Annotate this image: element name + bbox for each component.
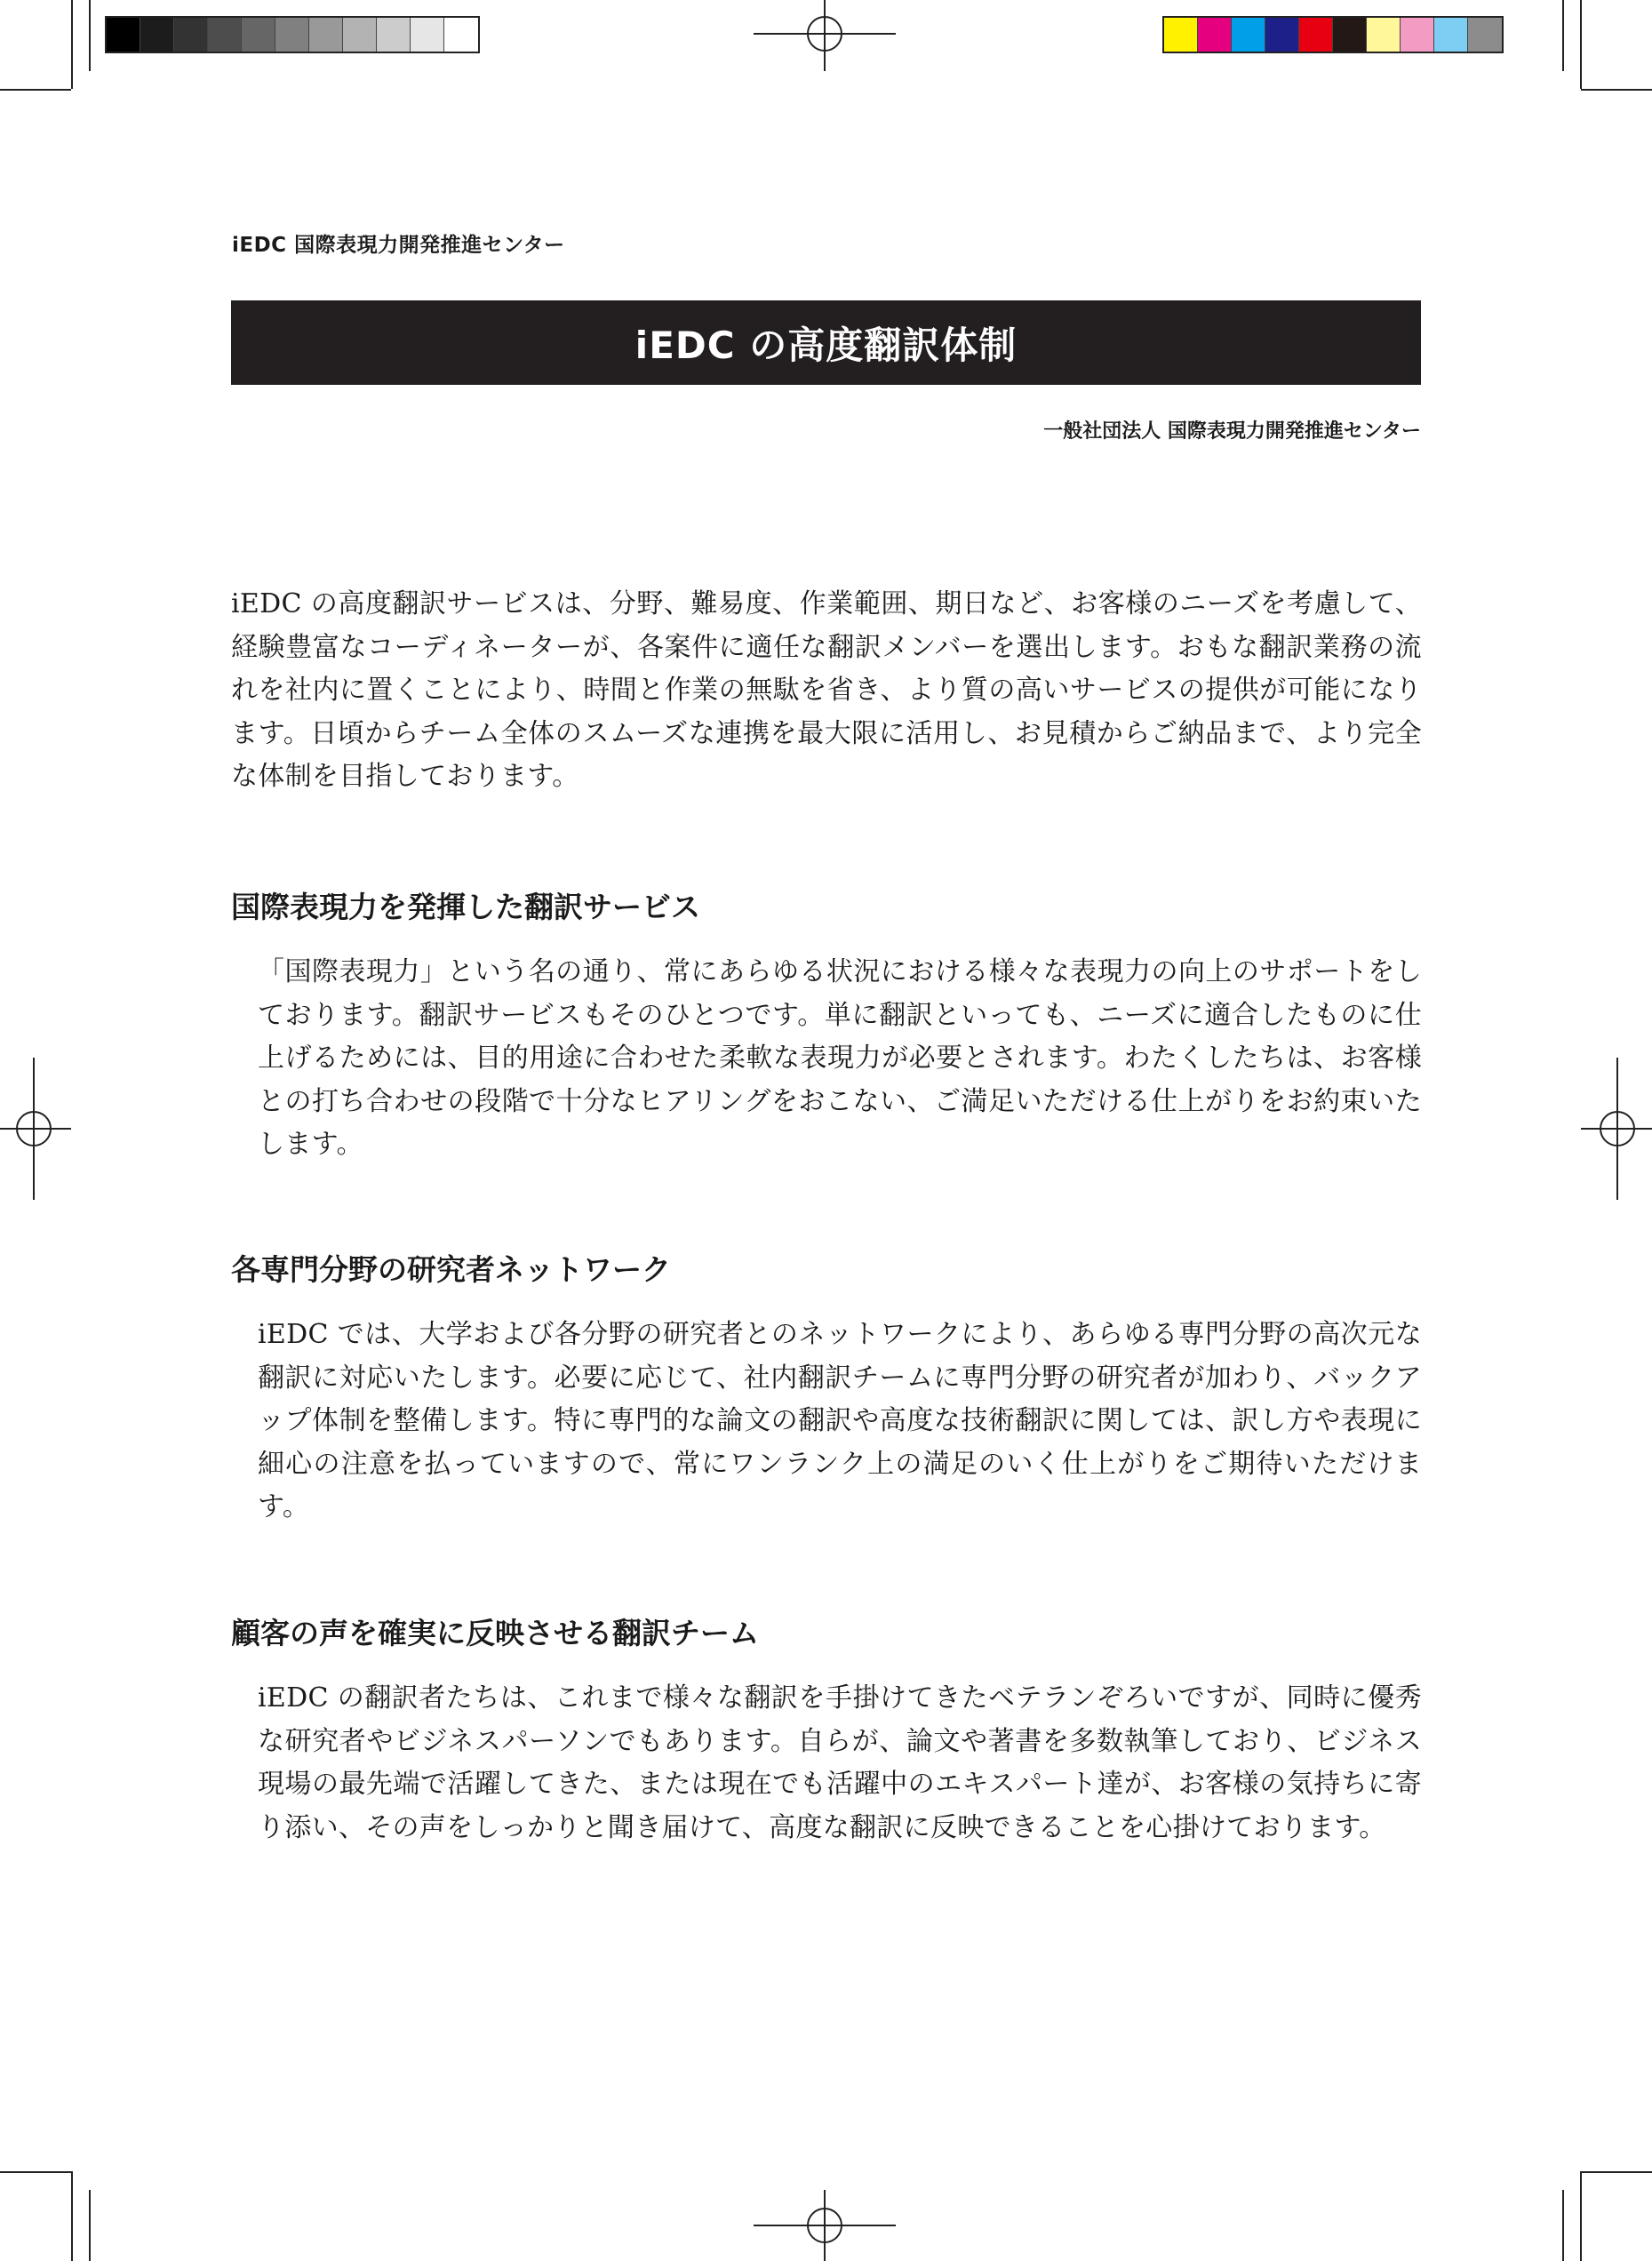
color-swatch xyxy=(1468,18,1502,52)
color-swatch xyxy=(140,18,174,52)
color-swatch xyxy=(1401,18,1434,52)
color-swatch xyxy=(1333,18,1367,52)
crop-mark xyxy=(1580,2171,1582,2261)
crop-mark xyxy=(0,2171,71,2173)
section-heading-team: 顧客の声を確実に反映させる翻訳チーム xyxy=(231,1616,759,1650)
page-title: iEDC の高度翻訳体制 xyxy=(634,323,1018,367)
color-swatch xyxy=(275,18,309,52)
crop-mark xyxy=(71,0,73,89)
color-swatch xyxy=(343,18,377,52)
color-swatch xyxy=(377,18,411,52)
crop-mark xyxy=(1581,2171,1652,2173)
crop-mark xyxy=(89,2190,91,2261)
grayscale-bar xyxy=(105,16,480,53)
title-band xyxy=(231,300,1421,385)
color-swatch xyxy=(444,18,478,52)
publisher-name: 一般社団法人 国際表現力開発推進センター xyxy=(1043,420,1421,443)
header-organization: iEDC 国際表現力開発推進センター xyxy=(232,234,565,257)
section-body-team: iEDC の翻訳者たちは、これまで様々な翻訳を手掛けてきたベテランぞろいですが、同時に優秀な研究者やビジネスパーソンでもあります。自らが、論文や著書を多数執筆しており、ビジネス現場の最先端で活躍してきた、または現在でも活躍中のエキスパート達が、お客様の気持ちに寄り添い、その声をしっかりと聞き届けて、高度な翻訳に反映できることを心掛けております。 xyxy=(258,1682,1422,1843)
color-swatch xyxy=(1434,18,1468,52)
color-swatch xyxy=(107,18,140,52)
color-swatch xyxy=(1265,18,1299,52)
registration-line xyxy=(33,1058,35,1200)
registration-line xyxy=(0,1128,71,1130)
color-swatch xyxy=(208,18,242,52)
crop-mark xyxy=(0,89,71,91)
color-swatch xyxy=(411,18,444,52)
crop-mark xyxy=(1562,2190,1564,2261)
color-swatch xyxy=(309,18,343,52)
section-body-network: iEDC では、大学および各分野の研究者とのネットワークにより、あらゆる専門分野の高次元な翻訳に対応いたします。必要に応じて、社内翻訳チームに専門分野の研究者が加わり、バックアップ体制を整備します。特に専門的な論文の翻訳や高度な技術翻訳に関しては、訳し方や表現に細心の注意を払っていますので、常にワンランク上の満足のいく仕上がりをご期待いただけます。 xyxy=(258,1319,1422,1522)
crop-mark xyxy=(89,0,91,71)
section-heading-network: 各専門分野の研究者ネットワーク xyxy=(231,1252,671,1287)
registration-line xyxy=(824,0,826,71)
crop-mark xyxy=(1580,0,1582,89)
color-swatch xyxy=(174,18,208,52)
color-swatch xyxy=(242,18,275,52)
color-swatch xyxy=(1367,18,1401,52)
crop-mark xyxy=(71,2171,73,2261)
color-swatch xyxy=(1299,18,1333,52)
color-swatch xyxy=(1198,18,1232,52)
intro-paragraph: iEDC の高度翻訳サービスは、分野、難易度、作業範囲、期日など、お客様のニーズを考慮して、経験豊富なコーディネーターが、各案件に適任な翻訳メンバーを選出します。おもな翻訳業務の流れを社内に置くことにより、時間と作業の無駄を省き、より質の高いサービスの提供が可能になります。日頃からチーム全体のスムーズな連携を最大限に活用し、お見積からご納品まで、より完全な体制を目指しております。 xyxy=(231,588,1422,792)
color-swatch xyxy=(1164,18,1198,52)
section-heading-expression: 国際表現力を発揮した翻訳サービス xyxy=(231,890,700,924)
registration-line xyxy=(1616,1058,1618,1200)
crop-mark xyxy=(1581,89,1652,91)
crop-mark xyxy=(1562,0,1564,71)
color-bar xyxy=(1162,16,1504,53)
color-swatch xyxy=(1232,18,1265,52)
section-body-expression: 「国際表現力」という名の通り、常にあらゆる状況における様々な表現力の向上のサポートをしております。翻訳サービスもそのひとつです。単に翻訳といっても、ニーズに適合したものに仕上げるためには、目的用途に合わせた柔軟な表現力が必要とされます。わたくしたちは、お客様との打ち合わせの段階で十分なヒアリングをおこない、ご満足いただける仕上がりをお約束いたします。 xyxy=(258,956,1422,1160)
registration-line xyxy=(824,2190,826,2261)
